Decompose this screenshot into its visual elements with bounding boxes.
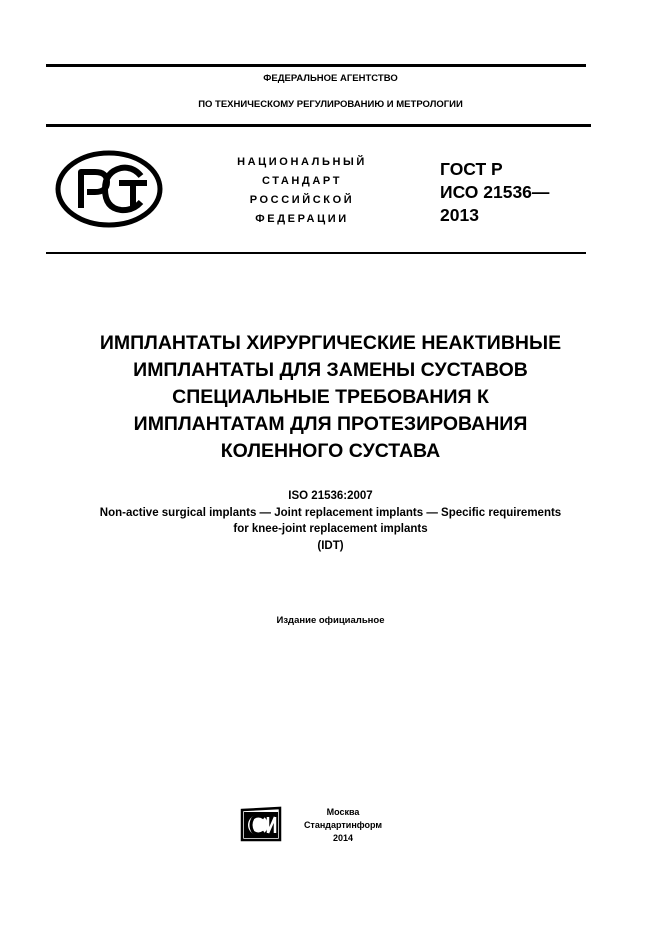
iso-english-title-line: Non-active surgical implants — Joint replacement implants — Specific requirements [99,506,562,519]
gost-line: 2013 [440,205,479,225]
header-rule [46,124,591,127]
document-title [30,330,631,465]
title-line: КОЛЕННОГО СУСТАВА [220,440,441,462]
publisher-block [288,806,398,845]
title-line: ИМПЛАНТАТЫ ХИРУРГИЧЕСКИЕ НЕАКТИВНЫЕ [99,332,562,354]
edition-label: Издание официальное [276,615,385,626]
title-line: СПЕЦИАЛЬНЫЕ ТРЕБОВАНИЯ К [172,386,489,408]
national-standard-line: РОССИЙСКОЙ [249,194,355,206]
gost-line: ИСО 21536— [440,182,550,202]
publisher-name: Стандартинформ [303,820,383,830]
top-rule [46,64,586,67]
rst-logo-icon [55,150,165,228]
iso-number: ISO 21536:2007 [288,490,373,502]
national-standard-line: СТАНДАРТ [261,175,343,187]
iso-reference [20,488,641,554]
publisher-city: Москва [326,807,360,817]
agency-line-2: ПО ТЕХНИЧЕСКОМУ РЕГУЛИРОВАНИЮ И МЕТРОЛОГИИ [198,99,463,110]
title-line: ИМПЛАНТАТАМ ДЛЯ ПРОТЕЗИРОВАНИЯ [133,413,528,435]
standartinform-logo-icon [238,806,284,842]
national-standard-line: ФЕДЕРАЦИИ [255,213,349,225]
national-standard-block [222,153,382,229]
standard-rule [46,252,586,254]
agency-line-1: ФЕДЕРАЛЬНОЕ АГЕНТСТВО [263,73,398,84]
title-line: ИМПЛАНТАТЫ ДЛЯ ЗАМЕНЫ СУСТАВОВ [133,359,528,381]
publisher-year: 2014 [332,833,354,843]
iso-english-title-line: for knee-joint replacement implants [233,523,428,535]
iso-degree: (IDT) [317,539,344,552]
national-standard-line: НАЦИОНАЛЬНЫЙ [237,156,367,168]
gost-designation [440,158,640,227]
gost-line: ГОСТ Р [440,159,503,179]
